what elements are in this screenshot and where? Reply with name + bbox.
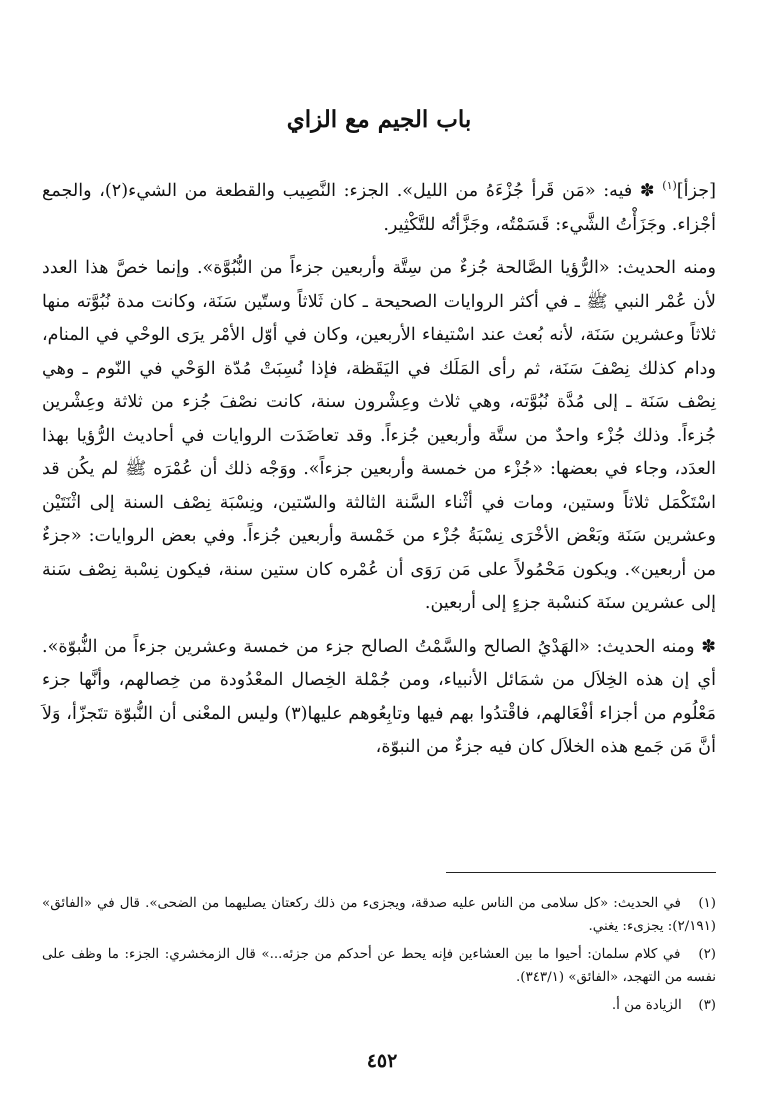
headword: [جزأ]: [676, 181, 716, 201]
footnote-number: (٣): [698, 998, 716, 1013]
footnote-item: [42, 893, 716, 938]
footnotes: [42, 893, 716, 1024]
chapter-title: باب الجيم مع الزاي: [286, 106, 472, 133]
footnote-item: [42, 995, 716, 1018]
footnote-number: (٢): [698, 947, 716, 962]
footnote-ref: (١): [662, 179, 677, 193]
main-text: [42, 175, 716, 765]
paragraph-ruya: ومنه الحديث: «الرُّؤيا الصَّالحة جُزءٌ من سِتَّة وأربعين جزءاً من النُّبُوَّة». وإنما خصَّ هذا العدد لأن عُمْر النبي ﷺ ـ في أكثر الروايات الصحيحة ـ كان ثَلاثاً وستّين سَنَة، وكانت مدة نُبُوَّته منها ثلاثاً وعشرين سَنَة، لأنه بُعث عند اسْتيفاء الأربعين، وكان في أوّل الأمْر يرَى الوحْي في المنام، ودام كذلك نِصْفَ سَنَة، ثم رأى المَلَك في اليَقَظة، فإذا نُسِبَتْ مُدّة الوَحْي في النّوم ـ وهي نِصْف سَنَة ـ إلى مُدَّة نُبُوَّته، وهي ثلاث وعِشْرون سنة، كانت نصْفَ جُزء من ثلاثة وعِشْرين جُزءاً. وذلك جُزْء واحدٌ من ستَّة وأربعين جُزءاً. وقد تعاضَدَت الروايات في أحاديث الرُّؤيا بهذا العدَد، وجاء في بعضها: «جُزْء من خمسة وأربعين جزءاً». ووَجْه ذلك أن عُمْرَه ﷺ لم يكُن قد اسْتَكْمَل ثلاثاً وستين، ومات في أثْناء السَّنة الثالثة والسّتين، ونِسْبَة نِصْف السنة إلى اثْنَتَيْن وعشرين سَنَة وبَعْض الأخْرَى نِسْبَةُ جُزْء من خَمْسة وأربعين جُزءاً. وفي بعض الروايات: «جزءٌ من أربعين». ويكون مَحْمُولاً على مَن رَوَى أن عُمْره كان ستين سنة، فيكون نِسْبة نِصْف سَنة إلى عشرين سنَة كنسْبة جزءٍ إلى أربعين.: [42, 258, 716, 613]
footnote-item: [42, 944, 716, 989]
page-number: ٤٥٢: [366, 1050, 398, 1072]
paragraph-jaza: [42, 175, 716, 242]
footnote-text: في الحديث: «كل سلامى من الناس عليه صدقة، ويجزىء من ذلك ركعتان يصليهما من الضحى». قال في «الفائق» (٢/١٩١): يجزىء: يغني.: [42, 896, 716, 934]
paragraph-hady: ✽ ومنه الحديث: «الهَدْيُ الصالح والسَّمْتُ الصالح جزء من خمسة وعشرين جزءاً من النُّبوّة». أي إن هذه الخِلاَل من شمَائل الأنبياء، ومن جُمْلة الخِصال المعْدُودة من خِصالهم، وأنَّها جزء مَعْلُوم من أجزاء أفْعَالهم، فاقْتدُوا بهم فيها وتابِعُوهم عليها(٣) وليس المعْنى أن النُّبوّة تتَجزّأ، وَلاَ أنَّ مَن جَمع هذه الخلاَل كان فيه جزءٌ من النبوّة،: [42, 636, 716, 757]
footnote-number: (١): [698, 896, 716, 911]
footnote-text: في كلام سلمان: أحيوا ما بين العشاءين فإنه يحط عن أحدكم من جزئه...» قال الزمخشري: الجزء: ما وظف على نفسه من التهجد، «الفائق» (٣٤٣/١).: [42, 947, 716, 985]
paragraph-text: ✽ فيه: «مَن قَرأ جُزْءَهُ من الليل». الجزء: النَّصِيب والقطعة من الشيء(٢)، والجمع أجْزاء. وجَزَأْتُ الشَّيء: قَسَمْتُه، وجَزَّأتُه للتَّكْثِير.: [42, 181, 716, 235]
footnote-divider: [446, 872, 716, 873]
footnote-text: الزيادة من أ.: [611, 998, 682, 1013]
